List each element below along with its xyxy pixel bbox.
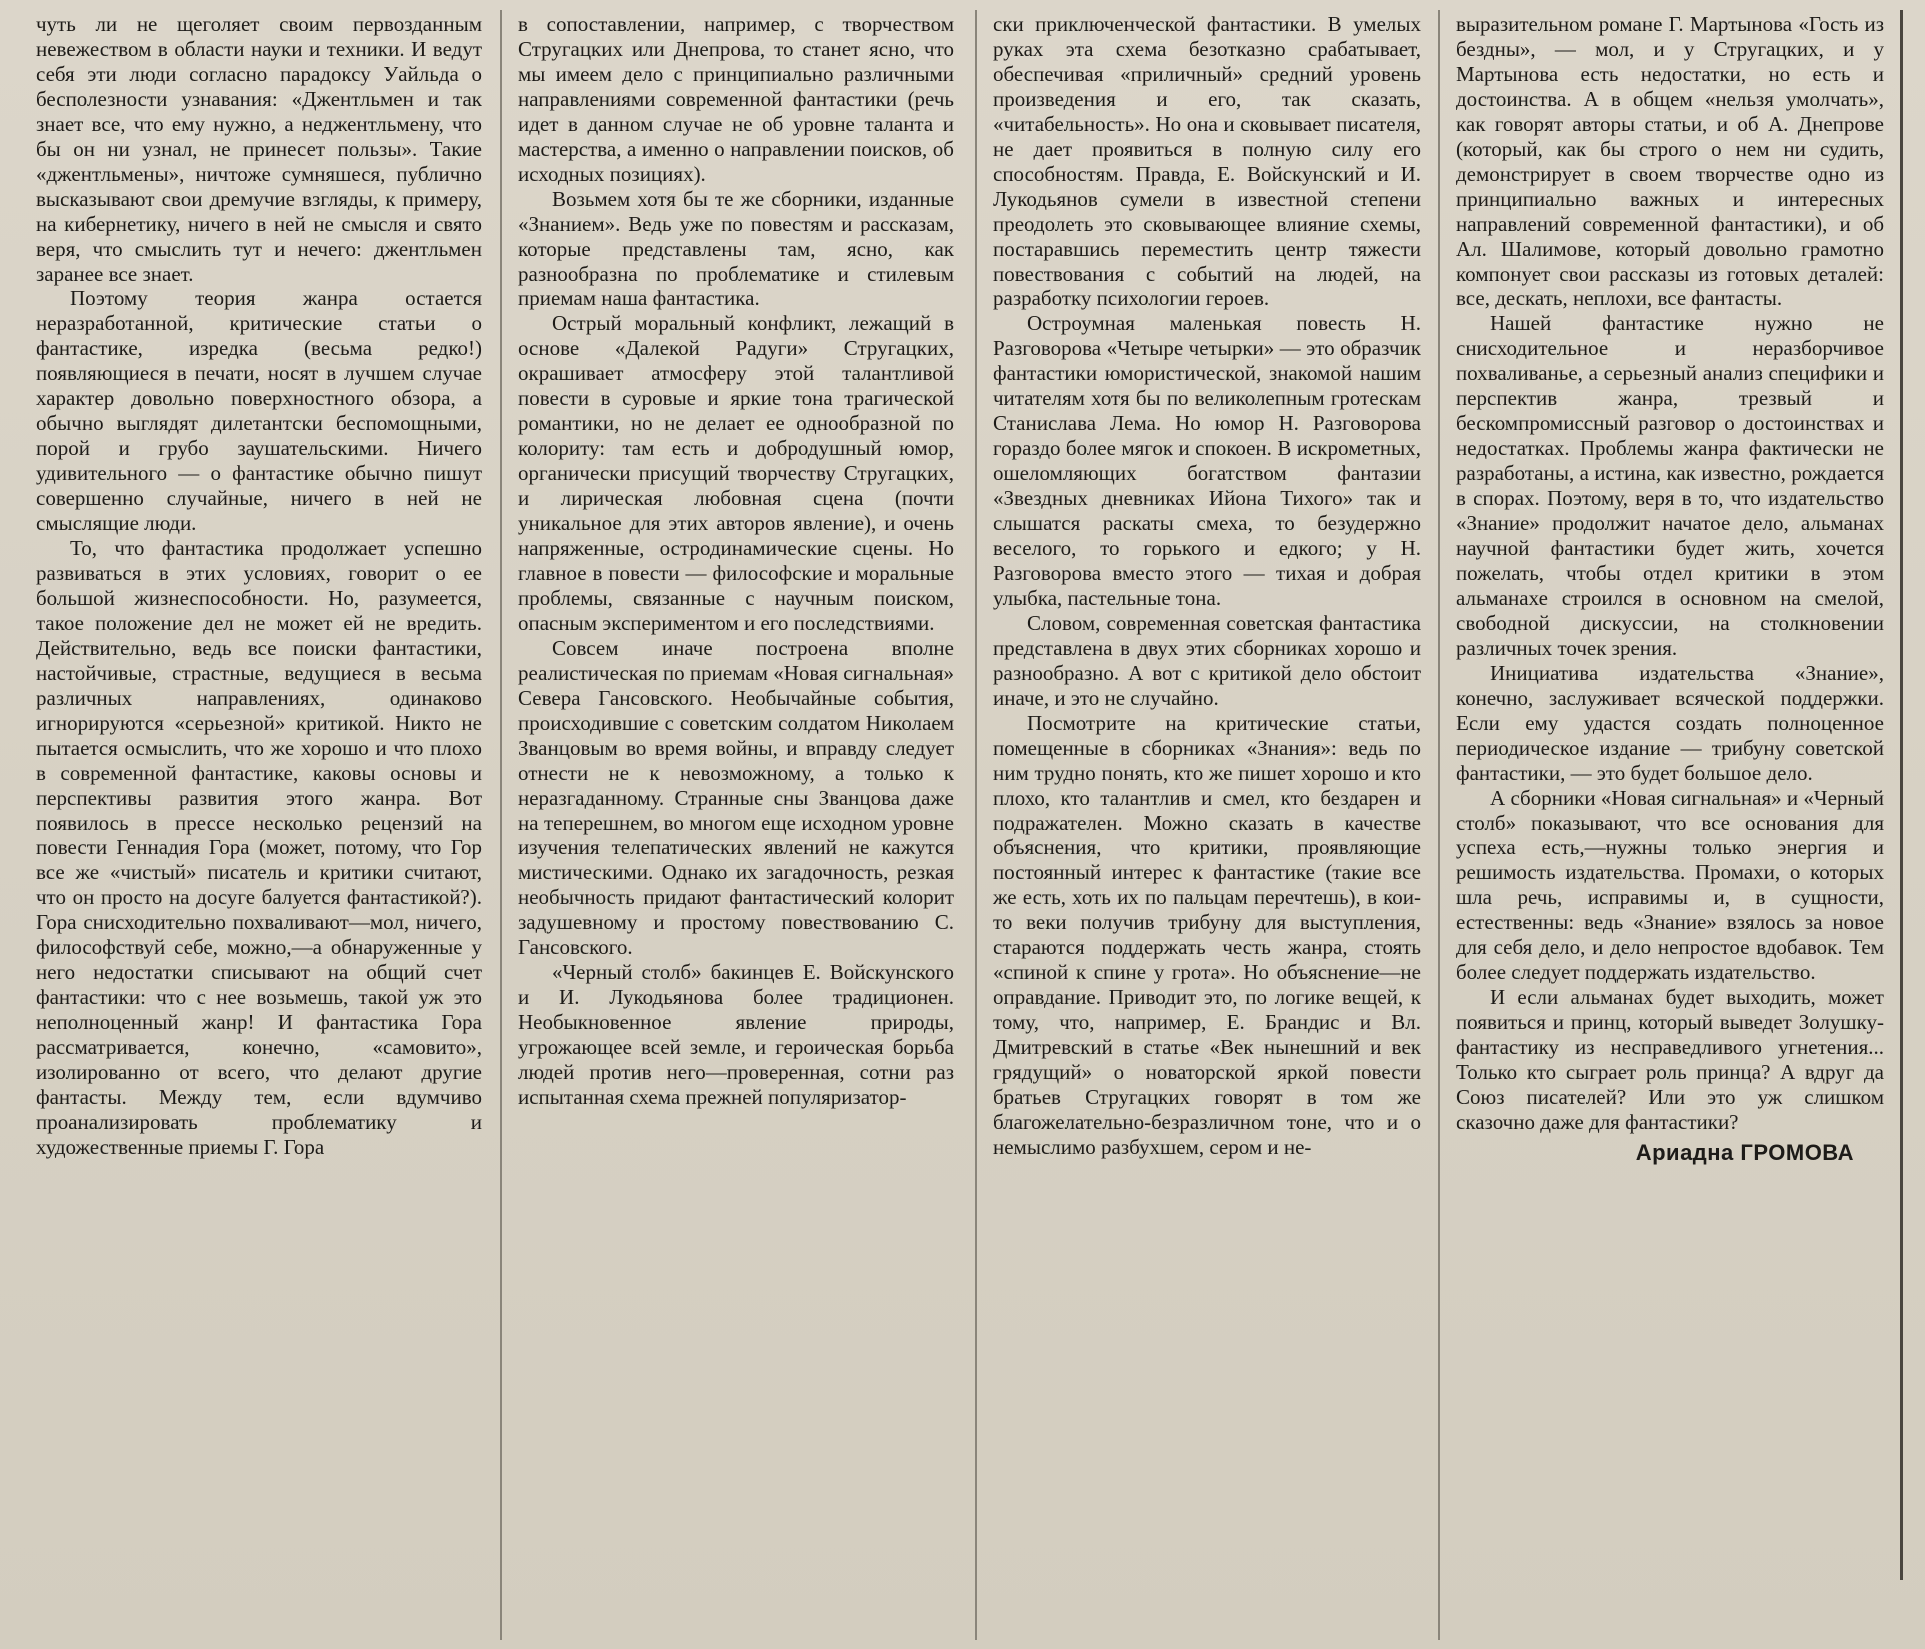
paragraph: А сборники «Новая сигнальная» и «Черный столб» показывают, что все основания для успеха есть,—нужны только энергия и решимость издательства. Промахи, о которых шла речь, исправимы и, в сущности, естественны: ведь «Знание» взялось за новое для себя дело, и дело непростое вдобавок. Тем более следует поддержать издательство. <box>1456 785 1884 985</box>
paragraph: Словом, современная советская фантастика представлена в двух этих сборниках хорошо и разнообразно. А вот с критикой дело обстоит иначе, и это не случайно. <box>993 610 1421 710</box>
page-edge-rule <box>1900 10 1903 1580</box>
paragraph: Острый моральный конфликт, лежащий в основе «Далекой Радуги» Стругацких, окрашивает атмосферу этой талантливой повести в суровые и яркие тона трагической романтики, но не делает ее однообразной по колориту: там есть и добродушный юмор, органически присущий творчеству Стругацких, и лирическая любовная сцена (почти уникальное для этих авторов явление), и очень напряженные, остродинамические сцены. Но главное в повести — философские и моральные проблемы, связанные с научным поиском, опасным экспериментом и его последствиями. <box>518 311 954 635</box>
article-column-4 <box>1456 12 1884 1166</box>
paragraph: Остроумная маленькая повесть Н. Разговорова «Четыре четырки» — это образчик фантастики юмористической, знакомой нашим читателям хотя бы по великолепным гротескам Станислава Лема. Но юмор Н. Разговорова гораздо более мягок и спокоен. В искрометных, ошеломляющих богатством фантазии «Звездных дневниках Ийона Тихого» так и слышатся раскаты смеха, то безудержно веселого, то горького и едкого; у Н. Разговорова вместо этого — тихая и добрая улыбка, пастельные тона. <box>993 311 1421 610</box>
paragraph: выразительном романе Г. Мартынова «Гость из бездны», — мол, и у Стругацких, и у Мартынова есть недостатки, но есть и достоинства. А в общем «нельзя умолчать», как говорят авторы статьи, и об А. Днепрове (который, как бы строго о нем ни судить, демонстрирует в своем творчестве одно из принципиально важных и интересных направлений современной фантастики), и об Ал. Шалимове, который довольно грамотно компонует свои рассказы из готовых деталей: все, дескать, неплохи, все фантасты. <box>1456 12 1884 311</box>
paragraph: «Черный столб» бакинцев Е. Войскунского и И. Лукодьянова более традиционен. Необыкновенное явление природы, угрожающее всей земле, и героическая борьба людей против него—проверенная, сотни раз испытанная схема прежней популяризатор- <box>518 960 954 1109</box>
paragraph: чуть ли не щеголяет своим первозданным невежеством в области науки и техники. И ведут себя эти люди согласно парадоксу Уайльда о бесполезности узнавания: «Джентльмен и так знает все, что ему нужно, а неджентльмену, что бы он ни узнал, не принесет пользы». Такие «джентльмены», ничтоже сумняшеся, публично высказывают свои дремучие взгляды, к примеру, на кибернетику, ничего в ней не смысля и свято веря, что смыслить тут и нечего: джентльмен заранее все знает. <box>36 12 482 286</box>
column-divider <box>500 10 502 1640</box>
column-divider <box>975 10 977 1640</box>
paragraph: Инициатива издательства «Знание», конечно, заслуживает всяческой поддержки. Если ему удастся создать полноценное периодическое издание — трибуну советской фантастики, — это будет большое дело. <box>1456 660 1884 785</box>
column-divider <box>1438 10 1440 1640</box>
article-column-2 <box>518 12 954 1110</box>
paragraph: Совсем иначе построена вполне реалистическая по приемам «Новая сигнальная» Севера Гансовского. Необычайные события, происходившие с советским солдатом Николаем Званцовым во время войны, и вправду следует отнести не к невозможному, а только к неразгаданному. Странные сны Званцова даже на теперешнем, во многом еще исходном уровне изучения телепатических явлений не кажутся мистическими. Однако их загадочность, резкая необычность придают фантастический колорит задушевному и простому повествованию С. Гансовского. <box>518 635 954 960</box>
paragraph: Поэтому теория жанра остается неразработанной, критические статьи о фантастике, изредка (весьма редко!) появляющиеся в печати, носят в лучшем случае характер довольно поверхностного обзора, а обычно выглядят дилетантски беспомощными, порой и грубо заушательскими. Ничего удивительного — о фантастике обычно пишут совершенно случайные, ничего в ней не смыслящие люди. <box>36 286 482 536</box>
author-signature: Ариадна ГРОМОВА <box>1635 1139 1854 1165</box>
article-column-1 <box>36 12 482 1160</box>
paragraph: Возьмем хотя бы те же сборники, изданные «Знанием». Ведь уже по повестям и рассказам, которые представлены там, ясно, как разнообразна по проблематике и стилевым приемам наша фантастика. <box>518 186 954 311</box>
article-column-3 <box>993 12 1421 1160</box>
paragraph: Нашей фантастике нужно не снисходительное и неразборчивое похваливанье, а серьезный анализ специфики и перспектив жанра, трезвый и бескомпромиссный разговор о достоинствах и недостатках. Проблемы жанра фактически не разработаны, а истина, как известно, рождается в спорах. Поэтому, веря в то, что издательство «Знание» продолжит начатое дело, альманах научной фантастики будет жить, хочется пожелать, чтобы отдел критики в этом альманахе строился в основном на смелой, свободной дискуссии, на столкновении различных точек зрения. <box>1456 311 1884 660</box>
paragraph: в сопоставлении, например, с творчеством Стругацких или Днепрова, то станет ясно, что мы имеем дело с принципиально различными направлениями современной фантастики (речь идет в данном случае не об уровне таланта и мастерства, а именно о направлении поисков, об исходных позициях). <box>518 12 954 186</box>
paragraph: Посмотрите на критические статьи, помещенные в сборниках «Знания»: ведь по ним трудно понять, кто же пишет хорошо и кто плохо, кто талантлив и смел, кто бездарен и подражателен. Можно сказать в качестве объяснения, что критики, проявляющие постоянный интерес к фантастике (такие все же есть, хоть их по пальцам перечтешь), в кои-то веки получив трибуну для выступления, стараются поддержать честь жанра, стоять «спиной к спине у грота». Но объяснение—не оправдание. Приводит это, по логике вещей, к тому, что, например, Е. Брандис и Вл. Дмитревский в статье «Век нынешний и век грядущий» о новаторской яркой повести братьев Стругацких говорят в том же благожелательно-безразличном тоне, что и о немыслимо разбухшем, сером и не- <box>993 710 1421 1159</box>
paragraph: И если альманах будет выходить, может появиться и принц, который выведет Золушку-фантастику из несправедливого угнетения... Только кто сыграет роль принца? А вдруг да Союз писателей? Или это уж слишком сказочно даже для фантастики? <box>1456 985 1884 1134</box>
paragraph: ски приключенческой фантастики. В умелых руках эта схема безотказно срабатывает, обеспечивая «приличный» средний уровень произведения и его, так сказать, «читабельность». Но она и сковывает писателя, не дает проявиться в полную силу его способностям. Правда, Е. Войскунский и И. Лукодьянов сумели в известной степени преодолеть это сковывающее влияние схемы, постаравшись переместить центр тяжести повествования с событий на людей, на разработку психологии героев. <box>993 12 1421 311</box>
paragraph: То, что фантастика продолжает успешно развиваться в этих условиях, говорит о ее большой жизнеспособности. Но, разумеется, такое положение дел не может ей не вредить. Действительно, ведь все поиски фантастики, настойчивые, страстные, ведущиеся в весьма различных направлениях, одинаково игнорируются «серьезной» критикой. Никто не пытается осмыслить, что же хорошо и что плохо в современной фантастике, каковы основы и перспективы развития этого жанра. Вот появилось в прессе несколько рецензий на повести Геннадия Гора (может, потому, что Гор все же «чистый» писатель и критики считают, что он просто на досуге балуется фантастикой?). Гора снисходительно похваливают—мол, ничего, философствуй себе, можно,—а обнаруженные у него недостатки списывают на общий счет фантастики: что с нее возьмешь, такой уж это неполноценный жанр! И фантастика Гора рассматривается, конечно, «самовито», изолированно от всего, что делают другие фантасты. Между тем, если вдумчиво проанализировать проблематику и художественные приемы Г. Гора <box>36 536 482 1159</box>
